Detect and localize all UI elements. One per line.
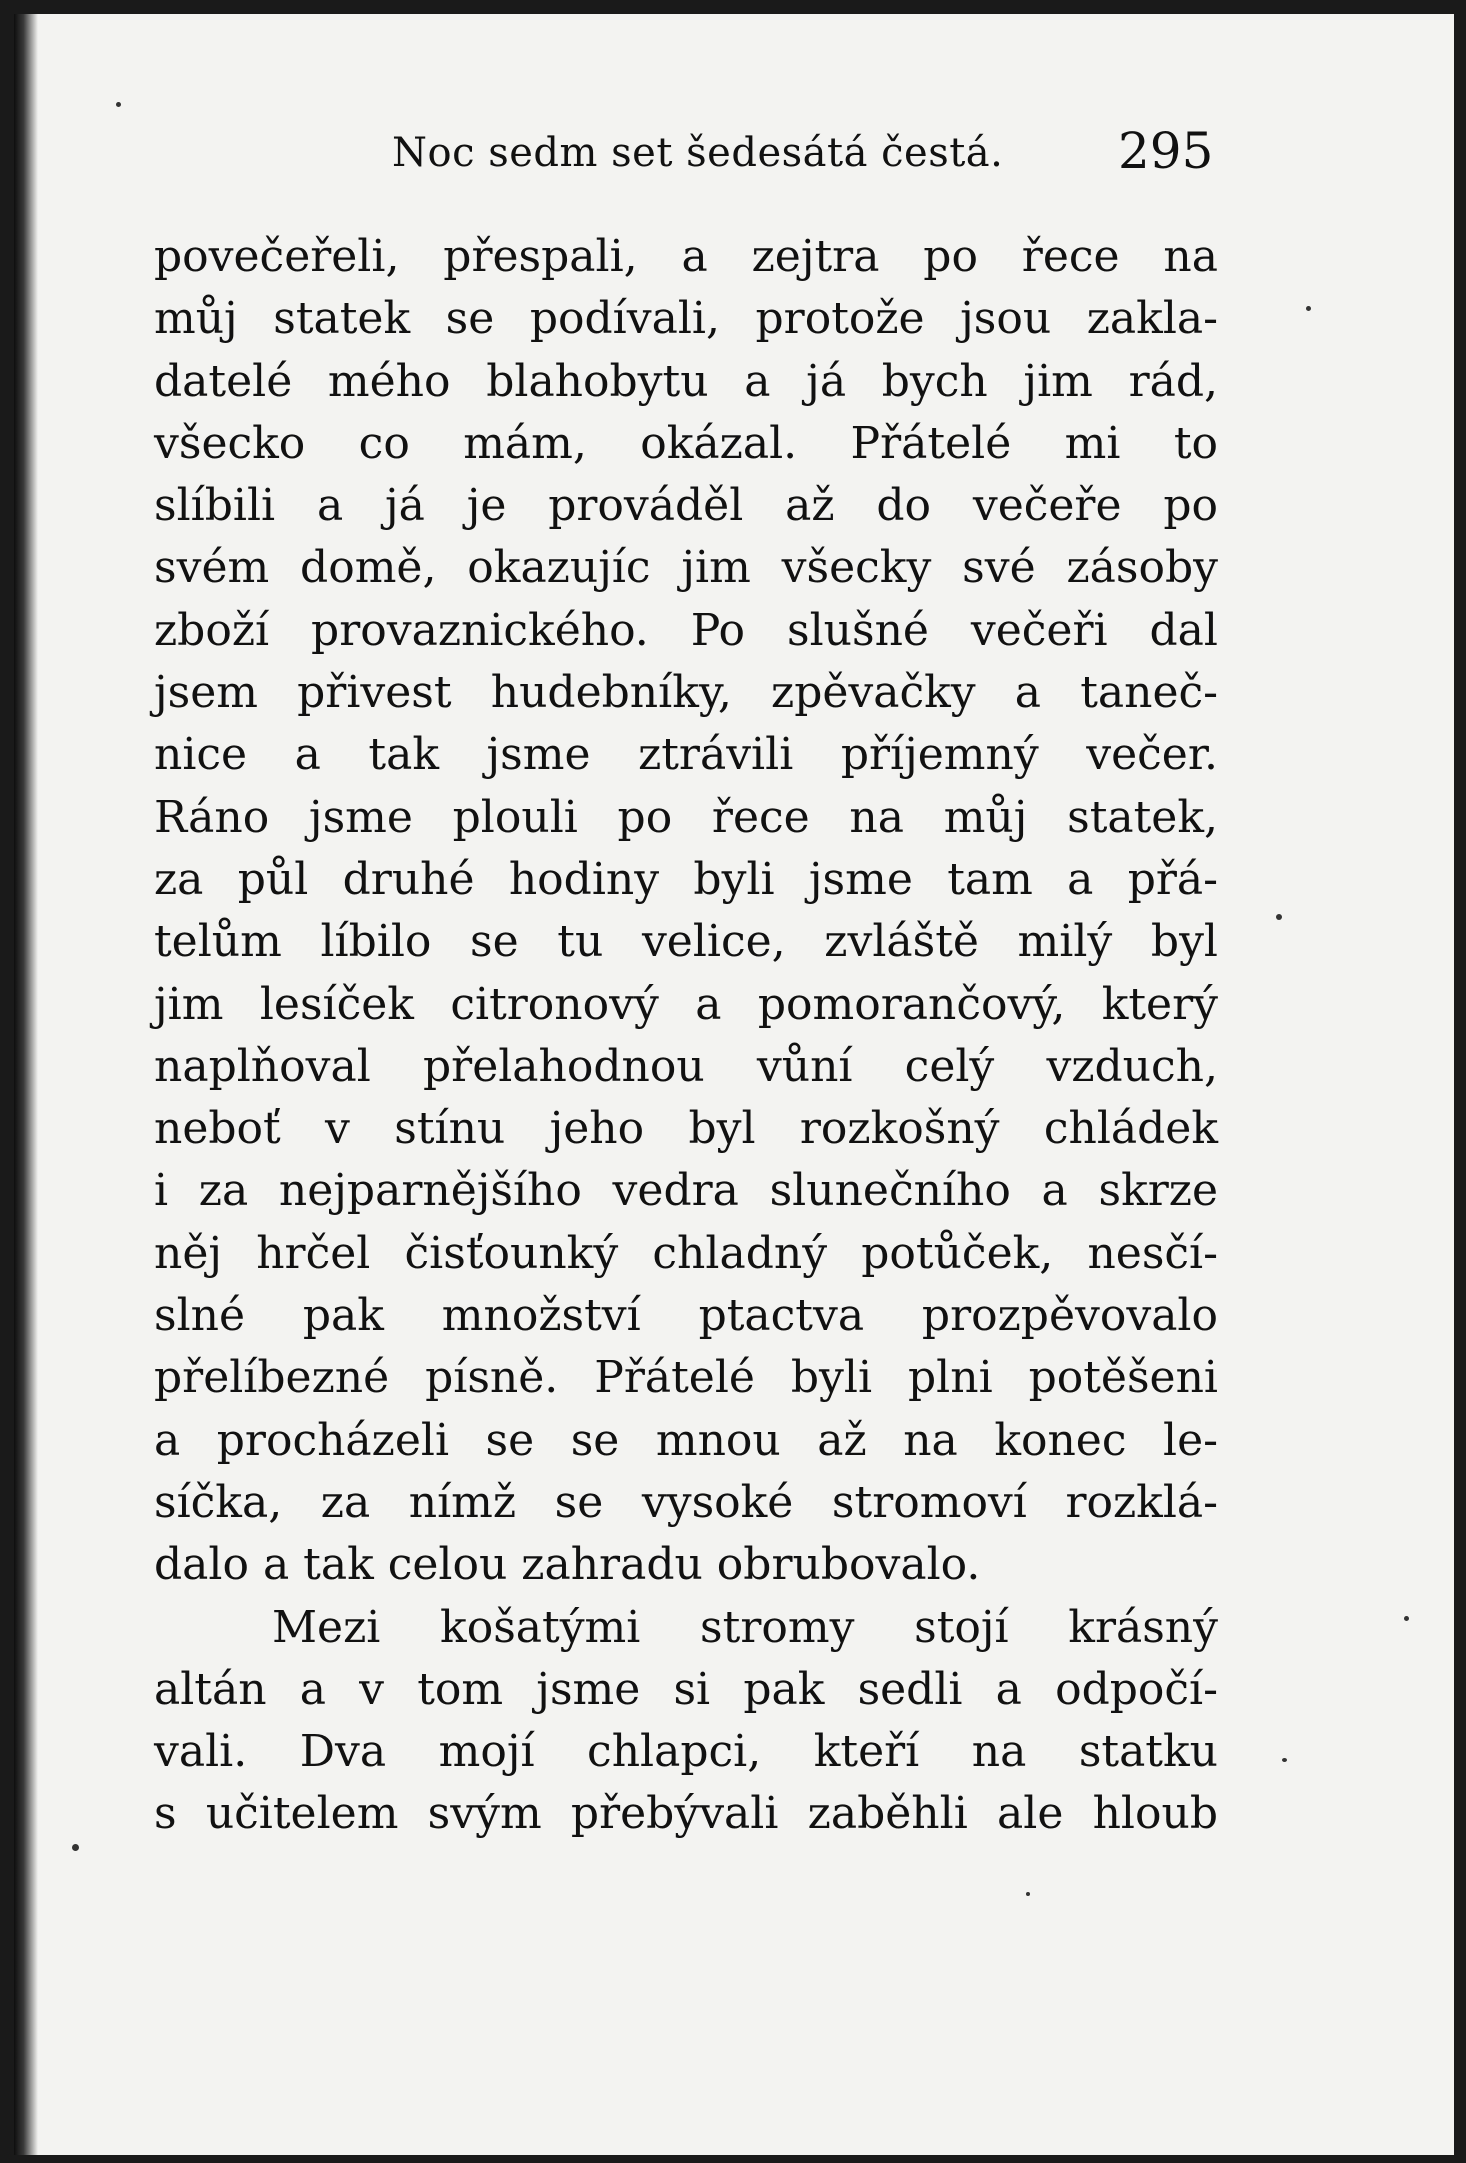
page-number: 295 [1118,122,1214,180]
print-speck [72,1844,79,1851]
text-line: vali. Dva mojí chlapci, kteří na statku [154,1726,1218,1778]
print-speck [1282,1758,1287,1762]
text-line: všecko co mám, okázal. Přátelé mi to [154,417,1218,469]
body-text [154,226,1218,1846]
text-line: telům líbilo se tu velice, zvláště milý byl [154,916,1218,968]
text-line: za půl druhé hodiny byli jsme tam a přá- [154,853,1218,905]
text-line: svém domě, okazujíc jim všecky své zásoby [154,542,1218,594]
print-speck [1026,1892,1030,1896]
text-line: povečeřeli, přespali, a zejtra po řece na [154,231,1218,282]
text-line: a procházeli se se mnou až na konec le- [154,1414,1218,1466]
text-line: jim lesíček citronový a pomorančový, který [154,978,1218,1030]
paragraph-first-line: Mezi košatými stromy stojí krásný [272,1601,1218,1653]
print-speck [1404,1616,1409,1621]
print-speck [1306,306,1311,311]
text-line: něj hrčel čisťounký chladný potůček, nesčí- [154,1227,1218,1279]
text-line: jsem přivest hudebníky, zpěvačky a taneč- [154,667,1218,719]
text-line: Ráno jsme plouli po řece na můj statek, [154,791,1218,843]
running-head [14,122,1454,192]
page-edge-shadow [14,14,38,2155]
running-head-title: Noc sedm set šedesátá čestá. [392,130,1004,176]
book-page [14,14,1454,2155]
text-line: dalo a tak celou zahradu obrubovalo. [154,1539,981,1591]
text-line: zboží provaznického. Po slušné večeři dal [154,604,1218,656]
text-line: můj statek se podívali, protože jsou zakla- [154,293,1218,345]
print-speck [116,102,121,107]
text-line: slíbili a já je prováděl až do večeře po [154,480,1218,532]
text-line: altán a v tom jsme si pak sedli a odpočí- [154,1663,1218,1715]
text-line: neboť v stínu jeho byl rozkošný chládek [154,1103,1218,1155]
print-speck [1276,914,1282,920]
text-line: nice a tak jsme ztrávili příjemný večer. [154,729,1218,781]
text-line: s učitelem svým přebývali zaběhli ale hloub [154,1788,1218,1840]
text-line: datelé mého blahobytu a já bych jim rád, [154,355,1218,407]
text-line: slné pak množství ptactva prozpěvovalo [154,1290,1218,1342]
text-line: naplňoval přelahodnou vůní celý vzduch, [154,1040,1218,1092]
text-line: přelíbezné písně. Přátelé byli plni potěšeni [154,1352,1218,1404]
text-line: i za nejparnějšího vedra slunečního a skrze [154,1165,1218,1217]
text-line: síčka, za nímž se vysoké stromoví rozklá- [154,1476,1218,1528]
